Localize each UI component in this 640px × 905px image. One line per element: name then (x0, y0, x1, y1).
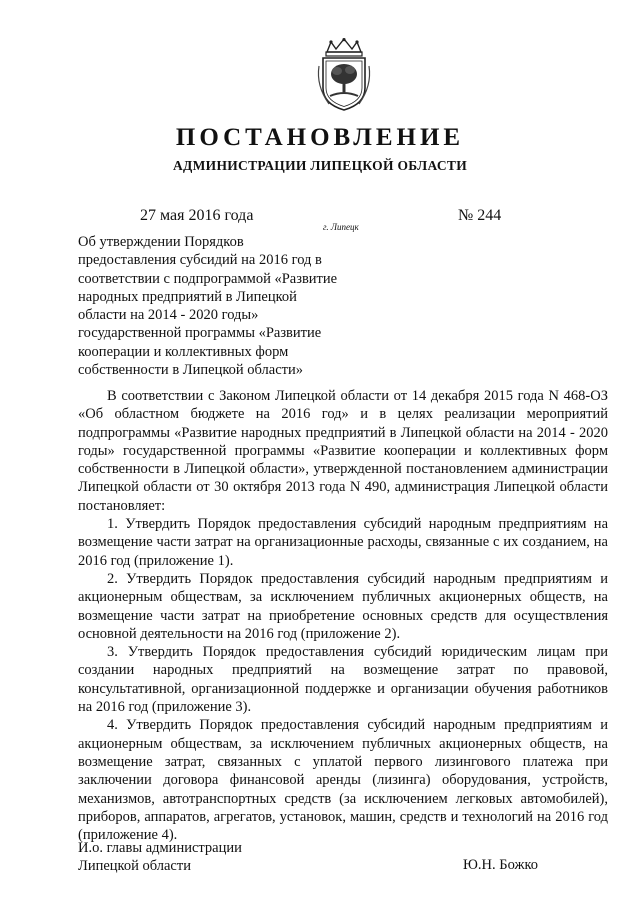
subject-line: соответствии с подпрограммой «Развитие (78, 270, 338, 287)
signatory-name: Ю.Н. Божко (463, 857, 539, 873)
subject-line: Об утверждении Порядков (78, 234, 244, 250)
resolution-item-1: 1. Утвердить Порядок предоставления субсидий народным предприятиям на возмещение части затрат на организационные расходы, связанные с их созданием, на 2016 год (приложение 1). (78, 516, 608, 569)
signatory-position (78, 839, 242, 876)
subject-line: предоставления субсидий на 2016 год в (78, 252, 322, 269)
document-issuer: АДМИНИСТРАЦИИ ЛИПЕЦКОЙ ОБЛАСТИ (172, 158, 468, 173)
resolution-item-3: 3. Утвердить Порядок предоставления субсидий юридическим лицам при создании народных предприятий на возмещение затрат по правовой, консультативной, организационной поддержке и организации обучения работников на 2016 год (приложение 3). (78, 644, 608, 716)
document-title: ПОСТАНОВЛЕНИЕ (175, 124, 465, 151)
signatory-position-line: И.о. главы администрации (78, 840, 242, 856)
subject-line: кооперации и коллективных форм (78, 343, 289, 360)
subject-line: государственной программы «Развитие (78, 325, 322, 342)
preamble-paragraph: В соответствии с Законом Липецкой области от 14 декабря 2015 года N 468-ОЗ «Об областном бюджете на 2016 год» и в целях реализации мероприятий подпрограммы «Развитие народных предприятий в Липецкой области на 2014 - 2020 годы» государственной программы «Развитие кооперации и коллективных форм собственности в Липецкой области», утвержденной постановлением администрации Липецкой области от 30 октября 2013 года N 490, администрация Липецкой области постановляет: (78, 388, 608, 514)
resolution-item-4: 4. Утвердить Порядок предоставления субсидий народным предприятиям и акционерным обществам, за исключением публичных акционерных обществ, на возмещение затрат, связанных с уплатой первого лизингового платежа при заключении договора финансовой аренды (лизинга) оборудования, устройств, механизмов, автотранспортных средств (за исключением легковых автомобилей), приборов, аппаратов, агрегатов, установок, машин, средств и технологий на 2016 год (приложение 4). (78, 717, 608, 844)
document-body (78, 387, 608, 844)
document-date: 27 мая 2016 года (140, 207, 254, 224)
document-number: № 244 (458, 207, 502, 224)
subject-line: народных предприятий в Липецкой (78, 288, 297, 305)
subject-line: области на 2014 - 2020 годы» (78, 307, 259, 324)
document-subject (78, 233, 378, 379)
signatory-position-line: Липецкой области (78, 858, 191, 875)
document-city: г. Липецк (323, 222, 359, 232)
coat-of-arms-icon (313, 38, 375, 112)
resolution-item-2: 2. Утвердить Порядок предоставления субсидий народным предприятиям и акционерным обществам, за исключением публичных акционерных обществ, на возмещение части затрат на приобретение основных средств для осуществления основной деятельности на 2016 год (приложение 2). (78, 570, 608, 642)
subject-line: собственности в Липецкой области» (78, 362, 304, 379)
